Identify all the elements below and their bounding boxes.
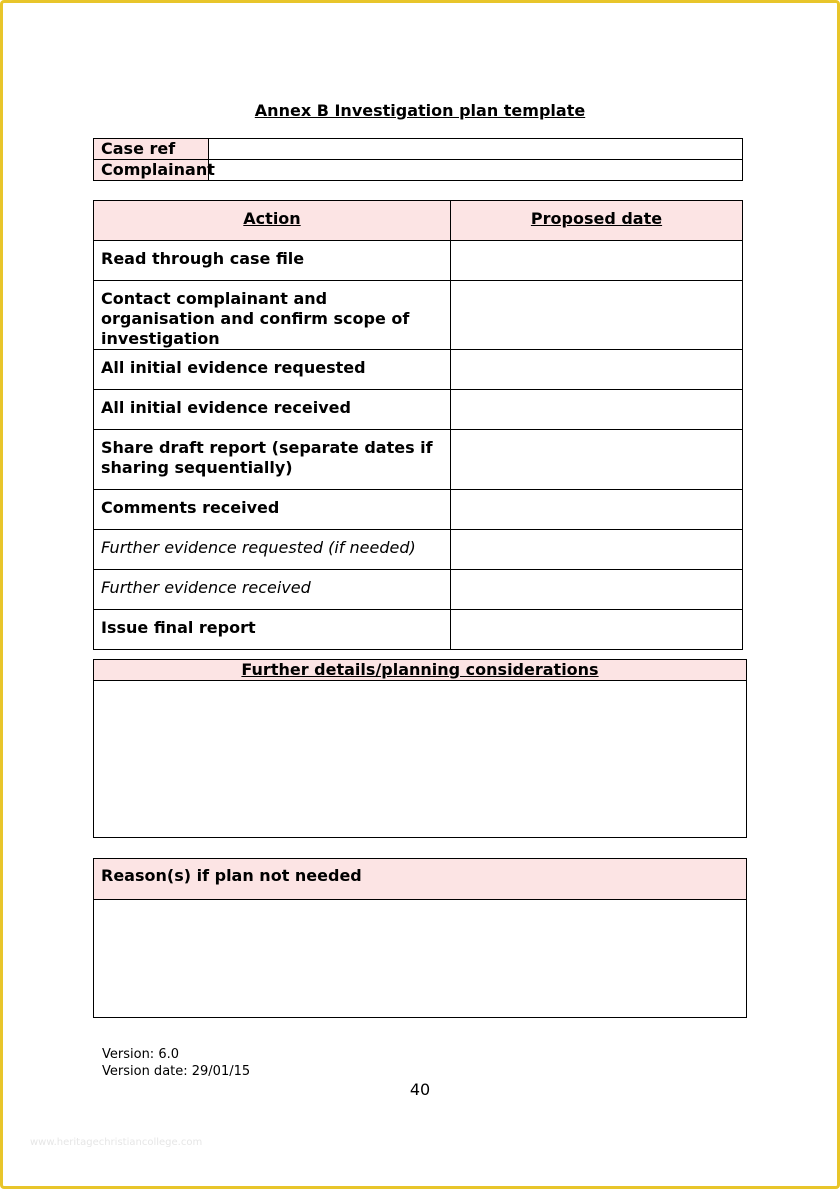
case-ref-field[interactable] bbox=[209, 139, 743, 160]
case-ref-label: Case ref bbox=[94, 139, 209, 160]
proposed-date-cell[interactable] bbox=[451, 610, 743, 650]
complainant-field[interactable] bbox=[209, 160, 743, 181]
action-cell: Read through case file bbox=[94, 241, 451, 281]
table-row bbox=[94, 570, 743, 610]
action-cell: Share draft report (separate dates if sharing sequentially) bbox=[94, 430, 451, 490]
proposed-date-column-header: Proposed date bbox=[451, 201, 743, 241]
complainant-label: Complainant bbox=[94, 160, 209, 181]
watermark-text: www.heritagechristiancollege.com bbox=[30, 1137, 203, 1148]
proposed-date-cell[interactable] bbox=[451, 241, 743, 281]
reasons-header: Reason(s) if plan not needed bbox=[94, 859, 747, 900]
proposed-date-cell[interactable] bbox=[451, 530, 743, 570]
proposed-date-cell[interactable] bbox=[451, 570, 743, 610]
table-row bbox=[94, 241, 743, 281]
action-cell: All initial evidence received bbox=[94, 390, 451, 430]
further-details-table bbox=[93, 659, 747, 838]
table-row bbox=[94, 281, 743, 350]
proposed-date-cell[interactable] bbox=[451, 430, 743, 490]
version-footer bbox=[102, 1046, 250, 1080]
action-cell: Comments received bbox=[94, 490, 451, 530]
details-header-row bbox=[94, 660, 747, 681]
action-cell: Further evidence requested (if needed) bbox=[94, 530, 451, 570]
action-column-header: Action bbox=[94, 201, 451, 241]
table-row bbox=[94, 530, 743, 570]
proposed-date-cell[interactable] bbox=[451, 490, 743, 530]
action-cell: Further evidence received bbox=[94, 570, 451, 610]
reasons-body-row bbox=[94, 900, 747, 1018]
details-body-row bbox=[94, 681, 747, 838]
table-row bbox=[94, 350, 743, 390]
document-title: Annex B Investigation plan template bbox=[254, 101, 586, 120]
action-cell: Contact complainant and organisation and confirm scope of investigation bbox=[94, 281, 451, 350]
page-number: 40 bbox=[409, 1080, 431, 1099]
action-header-row bbox=[94, 201, 743, 241]
action-cell: Issue final report bbox=[94, 610, 451, 650]
table-row bbox=[94, 610, 743, 650]
case-info-table bbox=[93, 138, 743, 181]
table-row bbox=[94, 390, 743, 430]
reasons-field[interactable] bbox=[94, 900, 747, 1018]
action-plan-table bbox=[93, 200, 743, 650]
table-row bbox=[94, 430, 743, 490]
version-date-text: Version date: 29/01/15 bbox=[102, 1064, 251, 1079]
proposed-date-cell[interactable] bbox=[451, 350, 743, 390]
further-details-field[interactable] bbox=[94, 681, 747, 838]
reasons-header-row bbox=[94, 859, 747, 900]
version-text: Version: 6.0 bbox=[102, 1047, 179, 1062]
case-ref-row bbox=[94, 139, 743, 160]
further-details-header: Further details/planning considerations bbox=[94, 660, 747, 681]
action-cell: All initial evidence requested bbox=[94, 350, 451, 390]
proposed-date-cell[interactable] bbox=[451, 281, 743, 350]
complainant-row bbox=[94, 160, 743, 181]
reasons-table bbox=[93, 858, 747, 1018]
table-row bbox=[94, 490, 743, 530]
proposed-date-cell[interactable] bbox=[451, 390, 743, 430]
